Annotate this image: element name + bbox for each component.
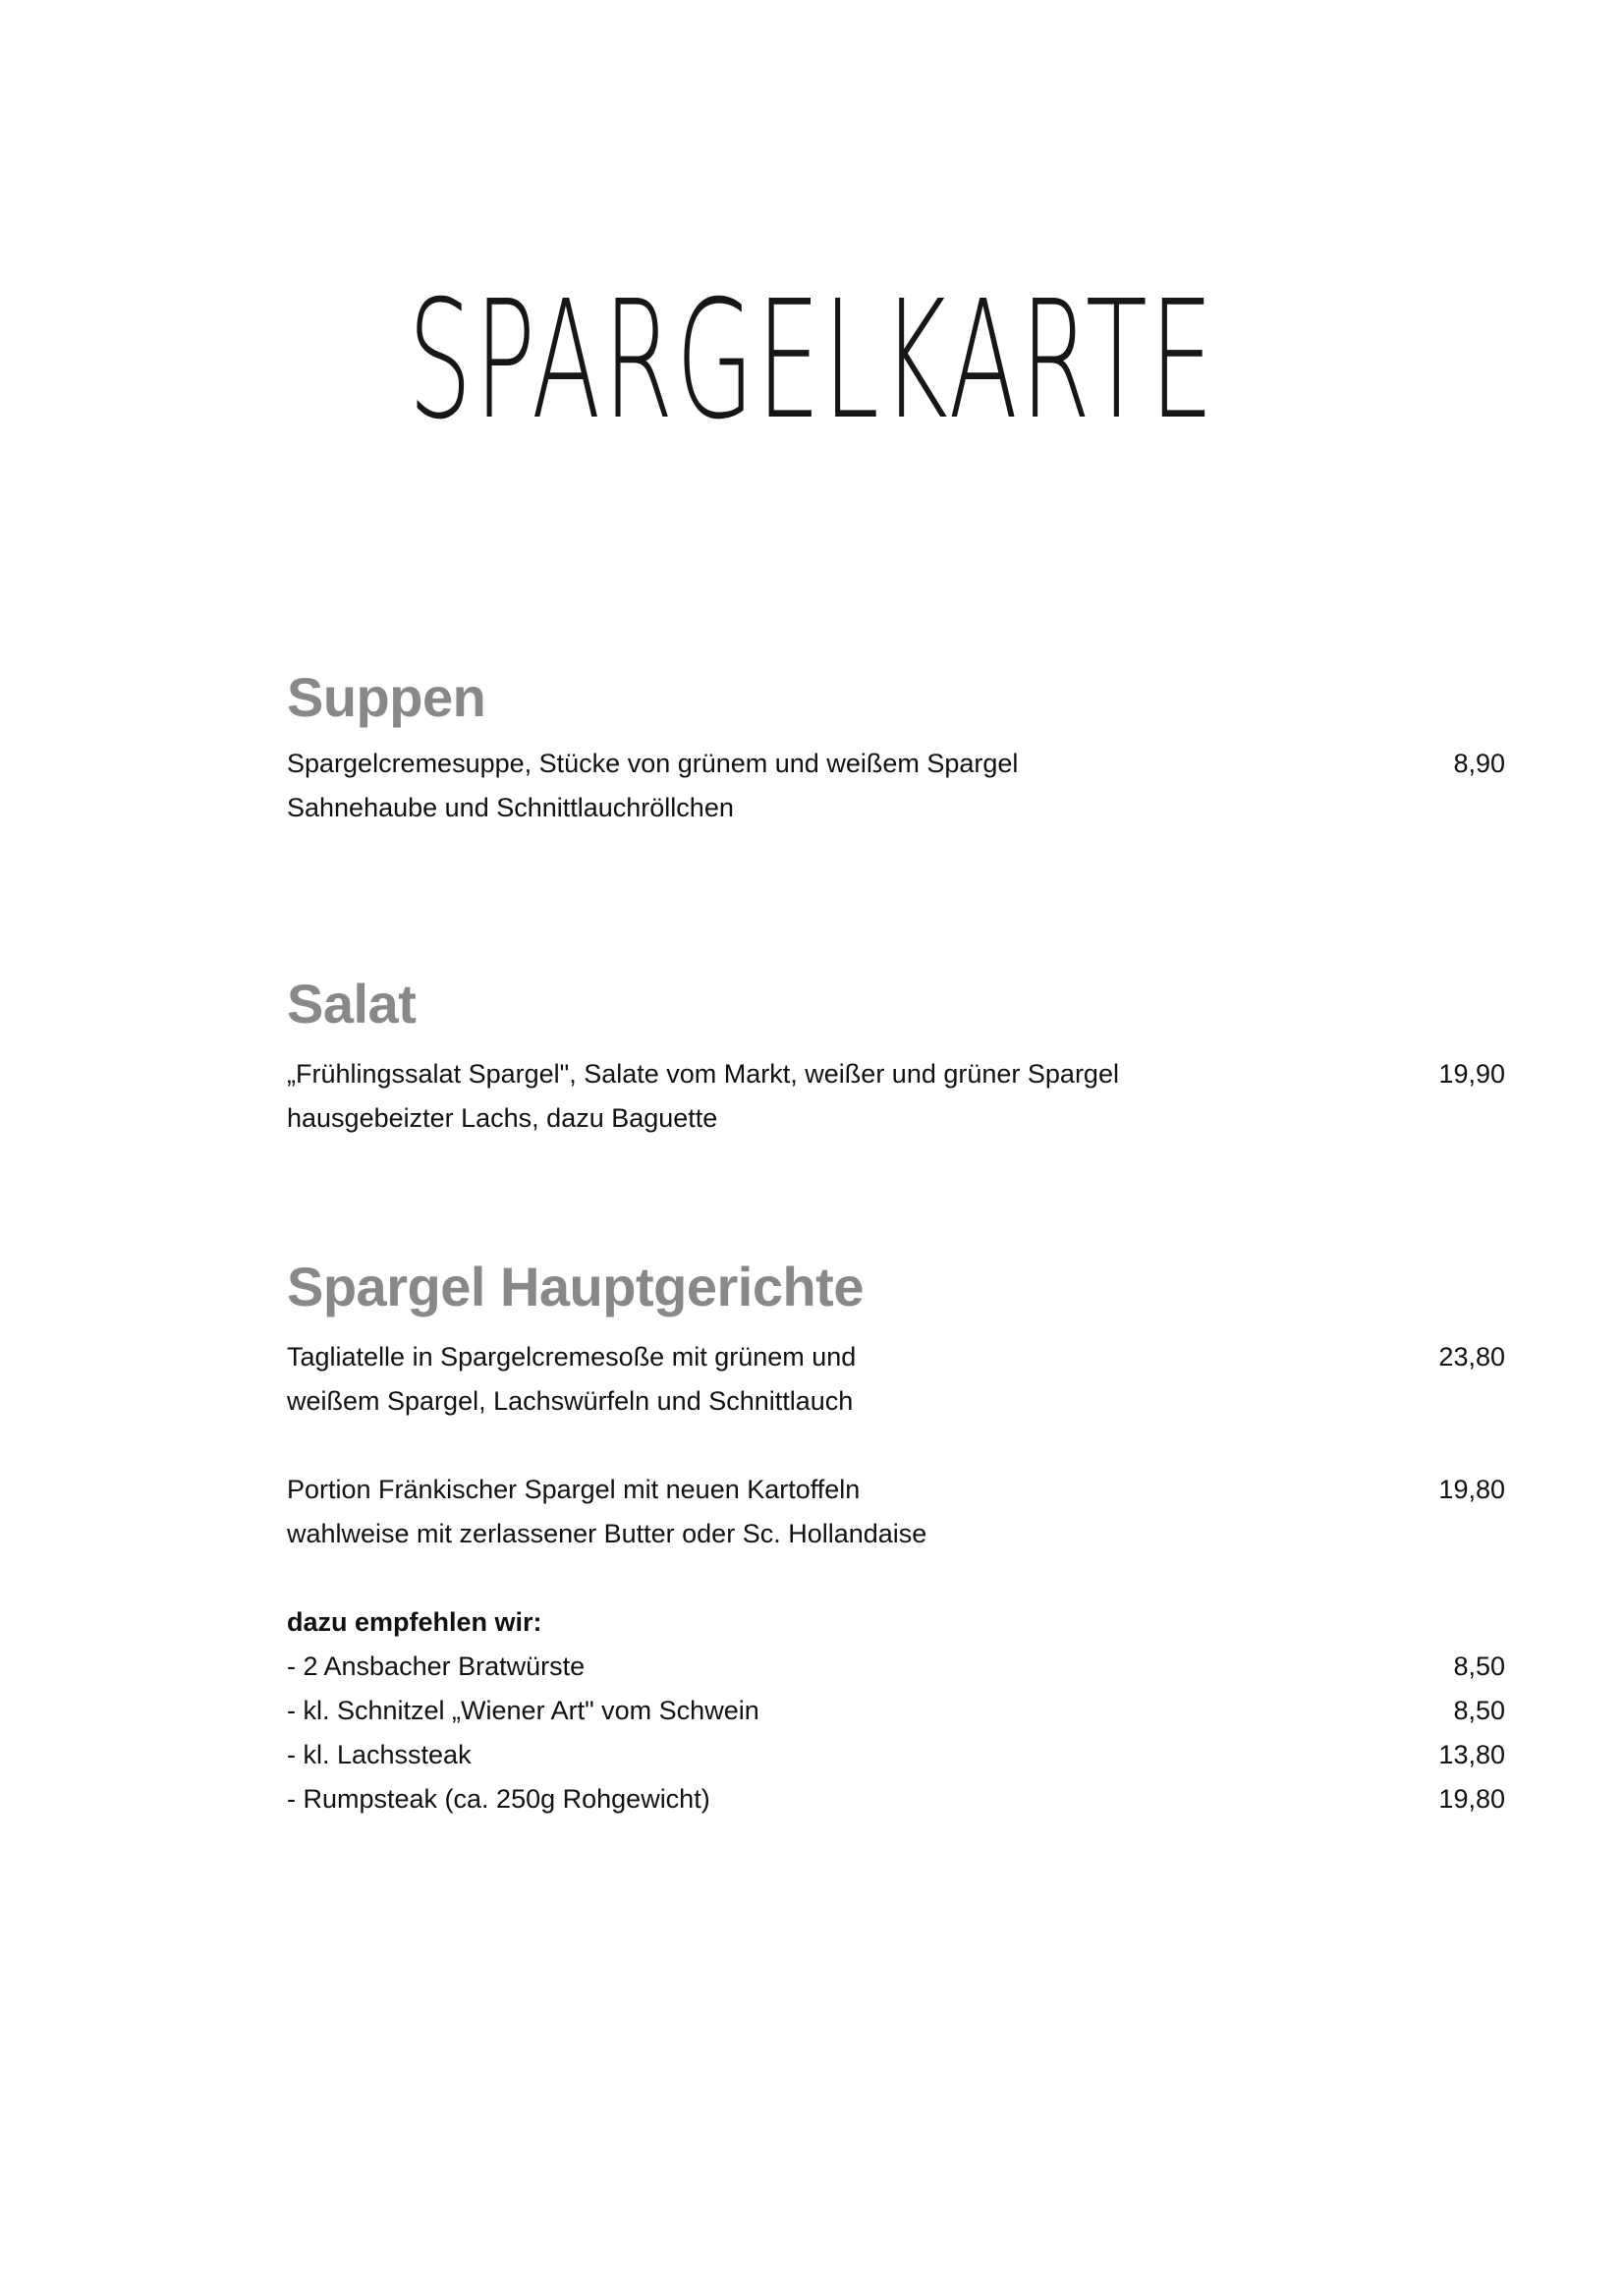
menu-item-price: 19,80 <box>1438 1475 1505 1504</box>
extra-item-label: - Rumpsteak (ca. 250g Rohgewicht) <box>287 1784 710 1814</box>
menu-item-line: „Frühlingssalat Spargel", Salate vom Markt, weißer und grüner Spargel <box>287 1059 1119 1089</box>
recommend-label: dazu empfehlen wir: <box>287 1607 542 1637</box>
menu-item-line: Tagliatelle in Spargelcremesoße mit grünem und <box>287 1342 857 1372</box>
extra-item-price: 8,50 <box>1453 1652 1505 1681</box>
menu-item-line: Portion Fränkischer Spargel mit neuen Kartoffeln <box>287 1475 861 1504</box>
menu-item-line: weißem Spargel, Lachswürfeln und Schnittlauch <box>287 1386 854 1416</box>
section-heading-hauptgerichte: Spargel Hauptgerichte <box>287 1256 864 1317</box>
extra-item-price: 19,80 <box>1438 1784 1505 1814</box>
extra-item-label: - kl. Schnitzel „Wiener Art" vom Schwein <box>287 1696 759 1725</box>
extra-item-price: 13,80 <box>1438 1740 1505 1769</box>
extra-item-label: - kl. Lachssteak <box>287 1740 472 1769</box>
menu-item-line: hausgebeizter Lachs, dazu Baguette <box>287 1103 718 1133</box>
menu-item-line: wahlweise mit zerlassener Butter oder Sc. Hollandaise <box>287 1519 927 1548</box>
extra-item-label: - 2 Ansbacher Bratwürste <box>287 1652 586 1681</box>
extra-item-price: 8,50 <box>1453 1696 1505 1725</box>
menu-item-line: Spargelcremesuppe, Stücke von grünem und weißem Spargel <box>287 749 1019 778</box>
section-heading-salat: Salat <box>287 973 417 1035</box>
menu-item-price: 19,90 <box>1438 1059 1505 1089</box>
menu-item-price: 8,90 <box>1453 749 1505 778</box>
section-heading-suppen: Suppen <box>287 666 486 728</box>
menu-item-price: 23,80 <box>1438 1342 1505 1372</box>
page-title: SPARGELKARTE <box>408 266 1216 456</box>
menu-item-line: Sahnehaube und Schnittlauchröllchen <box>287 793 734 822</box>
